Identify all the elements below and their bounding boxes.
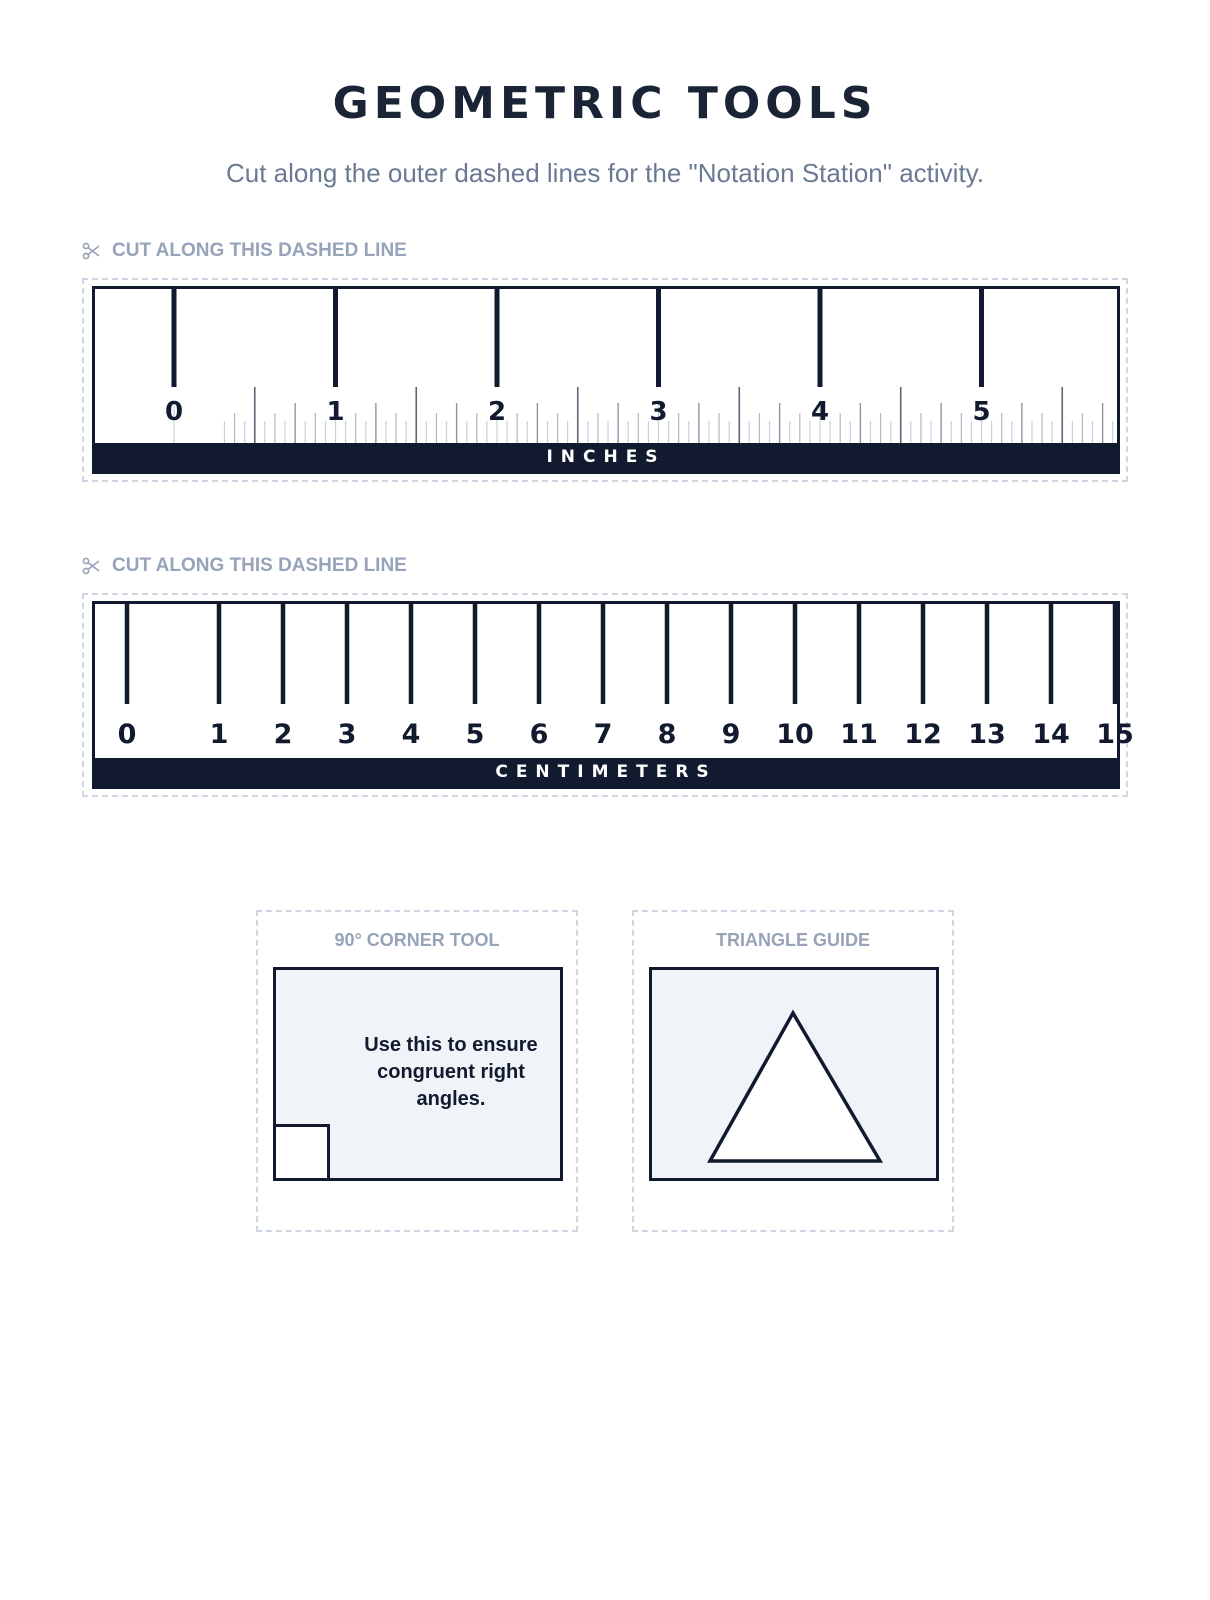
inch-number: 4 [810, 397, 830, 427]
inch-scale [95, 289, 1117, 443]
cm-number: 3 [337, 719, 357, 750]
triangle-shape-container [652, 970, 936, 1178]
centimeter-ruler[interactable] [92, 601, 1134, 789]
page-title: GEOMETRIC TOOLS [332, 78, 878, 129]
triangle-guide-title: TRIANGLE GUIDE [715, 930, 870, 950]
corner-tool-box [273, 967, 563, 1181]
corner-tool-title: 90° CORNER TOOL [334, 930, 500, 950]
cm-number: 12 [904, 719, 942, 750]
inch-number: 5 [972, 397, 991, 427]
cm-number: 14 [1032, 719, 1070, 750]
cm-number: 2 [273, 719, 293, 750]
cut-label-inches [82, 240, 407, 262]
cm-number: 5 [465, 719, 485, 750]
cut-label-centimeters [82, 555, 407, 577]
inch-number: 1 [326, 397, 345, 427]
inch-number: 0 [164, 397, 184, 427]
corner-tool-card[interactable] [256, 910, 578, 1232]
cm-number: 6 [529, 719, 549, 750]
cm-number: 8 [657, 719, 677, 750]
inch-number: 3 [649, 397, 668, 427]
inch-number: 2 [487, 397, 507, 427]
triangle-guide-box [649, 967, 939, 1181]
cm-number: 1 [209, 719, 229, 750]
cm-number: 4 [401, 719, 421, 750]
cm-number: 7 [593, 719, 613, 750]
triangle-shape [710, 1013, 880, 1161]
inch-ruler[interactable] [92, 286, 1120, 474]
ruler-unit-label: CENTIMETERS [95, 758, 1117, 786]
right-angle-square [276, 1124, 330, 1178]
scissors-icon [82, 242, 100, 260]
corner-tool-text: Use this to ensure congruent right angles. [364, 1034, 538, 1110]
cm-number: 9 [721, 719, 741, 750]
cm-number: 10 [776, 719, 814, 750]
cm-number: 13 [968, 719, 1006, 750]
triangle-guide-card[interactable] [632, 910, 954, 1232]
cut-label-text: CUT ALONG THIS DASHED LINE [112, 240, 407, 261]
centimeter-scale [95, 604, 1134, 758]
scissors-icon [82, 557, 100, 575]
page-subtitle: Cut along the outer dashed lines for the "Notation Station" activity. [226, 158, 984, 188]
cm-number: 11 [840, 719, 878, 750]
ruler-unit-label: INCHES [95, 443, 1117, 471]
cm-number: 15 [1096, 719, 1134, 750]
cm-number: 0 [117, 719, 137, 750]
cut-label-text: CUT ALONG THIS DASHED LINE [112, 555, 407, 576]
